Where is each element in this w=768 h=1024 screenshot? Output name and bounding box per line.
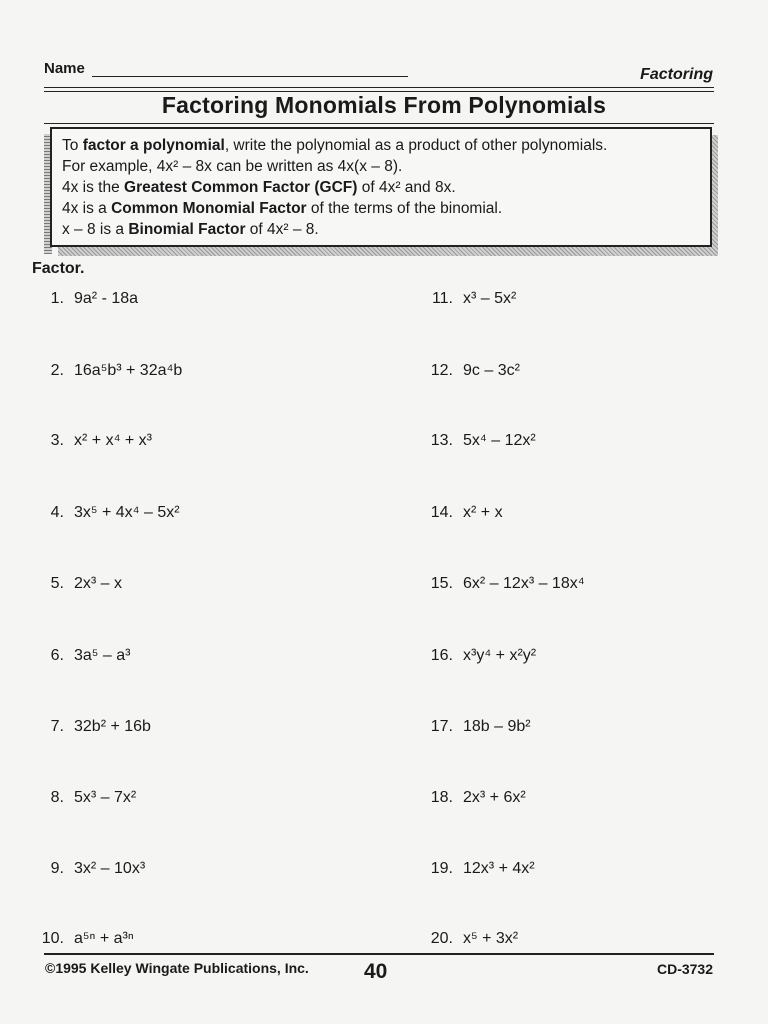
definition-box bbox=[50, 127, 712, 247]
instructions-heading: Factor. bbox=[32, 260, 85, 277]
problem-item: 20. x⁵ + 3x² bbox=[430, 930, 519, 947]
problem-expression: x³ – 5x² bbox=[463, 290, 517, 307]
page-number: 40 bbox=[364, 960, 388, 983]
problem-item: 8. 5x³ – 7x² bbox=[50, 789, 137, 806]
problem-item: 6. 3a⁵ – a³ bbox=[50, 647, 131, 664]
problem-expression: 9a² - 18a bbox=[74, 290, 139, 307]
header-rule-bottom bbox=[44, 123, 714, 124]
problem-expression: 5x³ – 7x² bbox=[74, 789, 137, 806]
problem-item: 11. x³ – 5x² bbox=[431, 290, 517, 307]
problem-item: 10. a⁵ⁿ + a³ⁿ bbox=[41, 930, 134, 947]
problem-expression: 18b – 9b² bbox=[463, 718, 531, 735]
name-write-line bbox=[92, 76, 408, 77]
definition-line-3: 4x is the Greatest Common Factor (GCF) of 4x² and 8x. bbox=[62, 179, 456, 196]
definition-line-1: To factor a polynomial, write the polynomial as a product of other polynomials. bbox=[62, 137, 608, 154]
footer-rule bbox=[44, 953, 714, 955]
problem-expression: 16a⁵b³ + 32a⁴b bbox=[74, 362, 183, 379]
problem-item: 3. x² + x⁴ + x³ bbox=[50, 432, 152, 449]
problem-item: 1. 9a² - 18a bbox=[50, 290, 139, 307]
problem-item: 18. 2x³ + 6x² bbox=[430, 789, 526, 806]
problem-expression: 3x² – 10x³ bbox=[74, 860, 146, 877]
problem-expression: 2x³ + 6x² bbox=[463, 789, 526, 806]
problem-expression: 32b² + 16b bbox=[74, 718, 151, 735]
problem-item: 14. x² + x bbox=[430, 504, 503, 521]
product-code: CD-3732 bbox=[656, 961, 713, 977]
problem-expression: 6x² – 12x³ – 18x⁴ bbox=[463, 575, 585, 592]
problem-item: 15. 6x² – 12x³ – 18x⁴ bbox=[430, 575, 585, 592]
problem-item: 16. x³y⁴ + x²y² bbox=[430, 647, 537, 664]
problem-item: 7. 32b² + 16b bbox=[50, 718, 151, 735]
problem-expression: 5x⁴ – 12x² bbox=[463, 432, 536, 449]
problem-item: 17. 18b – 9b² bbox=[430, 718, 531, 735]
problem-expression: 2x³ – x bbox=[74, 575, 123, 592]
problem-expression: x² + x bbox=[463, 504, 503, 521]
problem-item: 9. 3x² – 10x³ bbox=[50, 860, 146, 877]
name-label: Name bbox=[44, 60, 85, 77]
header-rule-top bbox=[44, 87, 714, 88]
definition-line-4: 4x is a Common Monomial Factor of the terms of the binomial. bbox=[62, 200, 503, 217]
problem-item: 19. 12x³ + 4x² bbox=[430, 860, 535, 877]
problem-expression: x⁵ + 3x² bbox=[463, 930, 519, 947]
problem-expression: 3x⁵ + 4x⁴ – 5x² bbox=[74, 504, 180, 521]
problem-item: 13. 5x⁴ – 12x² bbox=[430, 432, 536, 449]
problem-item: 12. 9c – 3c² bbox=[430, 362, 520, 379]
page-title: Factoring Monomials From Polynomials bbox=[161, 92, 607, 118]
problem-item: 2. 16a⁵b³ + 32a⁴b bbox=[50, 362, 183, 379]
problem-item: 4. 3x⁵ + 4x⁴ – 5x² bbox=[50, 504, 180, 521]
problem-expression: a⁵ⁿ + a³ⁿ bbox=[74, 930, 134, 947]
copyright-text: ©1995 Kelley Wingate Publications, Inc. bbox=[45, 960, 309, 976]
problem-expression: 3a⁵ – a³ bbox=[74, 647, 131, 664]
problem-expression: x³y⁴ + x²y² bbox=[463, 647, 537, 664]
problem-expression: 12x³ + 4x² bbox=[463, 860, 535, 877]
problem-item: 5. 2x³ – x bbox=[50, 575, 123, 592]
problem-expression: 9c – 3c² bbox=[463, 362, 520, 379]
definition-line-5: x – 8 is a Binomial Factor of 4x² – 8. bbox=[62, 221, 319, 238]
problem-expression: x² + x⁴ + x³ bbox=[74, 432, 152, 449]
category-label: Factoring bbox=[640, 66, 713, 83]
definition-line-2: For example, 4x² – 8x can be written as 4x(x – 8). bbox=[62, 158, 403, 175]
